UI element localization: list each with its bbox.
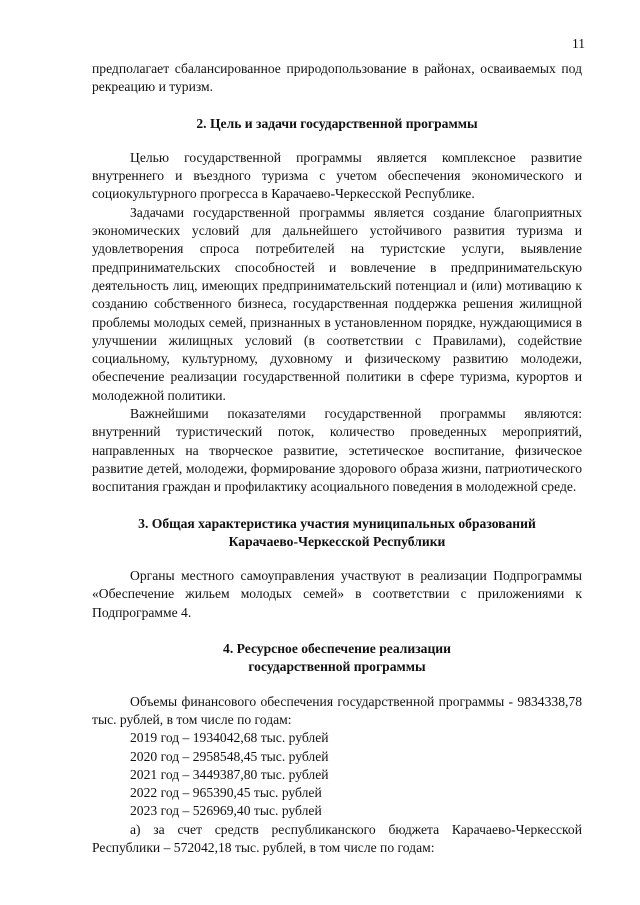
document-body bbox=[92, 60, 582, 857]
section-3-title-line1: 3. Общая характеристика участия муниципальных образований bbox=[138, 515, 536, 531]
section-4-title-line1: 4. Ресурсное обеспечение реализации bbox=[223, 641, 451, 657]
section-2-title: 2. Цель и задачи государственной программы bbox=[196, 115, 478, 131]
section-3-paragraph: Органы местного самоуправления участвуют в реализации Подпрограммы «Обеспечение жильем молодых семей» в соответствии с приложениями к Подпрограмме 4. bbox=[92, 568, 582, 620]
funding-year-2021: 2021 год – 3449387,80 тыс. рублей bbox=[130, 766, 329, 782]
section-4-title bbox=[92, 640, 582, 677]
section-3-title-line2: Карачаево-Черкесской Республики bbox=[228, 533, 446, 549]
section-2-goal-paragraph: Целью государственной программы является комплексное развитие внутреннего и въездного туризма с учетом обеспечения экономического и социокультурного прогресса в Карачаево-Черкесской Республике. bbox=[92, 149, 582, 202]
intro-paragraph: предполагает сбалансированное природопользование в районах, осваиваемых под рекреацию и туризм. bbox=[92, 61, 582, 95]
section-3-title bbox=[92, 515, 582, 552]
section-4-funding-paragraph: Объемы финансового обеспечения государственной программы - 9834338,78 тыс. рублей, в том числе по годам: bbox=[92, 693, 582, 727]
funding-year-2023: 2023 год – 526969,40 тыс. рублей bbox=[130, 803, 322, 819]
section-4-republic-budget-paragraph: а) за счет средств республиканского бюджета Карачаево-Черкесской Республики – 572042,18 тыс. рублей, в том числе по годам: bbox=[92, 821, 582, 855]
section-2-tasks-paragraph: Задачами государственной программы является создание благоприятных экономических условий для дальнейшего устойчивого развития туризма и удовлетворения спроса потребителей на туристские услуги, выявление предпринимательских способностей и вовлечение в предпринимательскую деятельность лиц, имеющих предпринимательский потенциал и (или) мотивацию к созданию собственного бизнеса, государственная поддержка решения жилищной проблемы молодых семей, признанных в установленном порядке, нуждающимися в улучшении жилищных условий (в соответствии с Правилами), содействие социальному, культурному, духовному и физическому развитию молодежи, обеспечение реализации государственной политики в сфере туризма, курортов и молодежной политики. bbox=[92, 204, 582, 403]
page-number: 11 bbox=[572, 36, 585, 51]
section-4-title-line2: государственной программы bbox=[248, 659, 426, 675]
funding-year-2020: 2020 год – 2958548,45 тыс. рублей bbox=[130, 748, 329, 764]
funding-year-2022: 2022 год – 965390,45 тыс. рублей bbox=[130, 785, 322, 801]
section-2-indicators-paragraph: Важнейшими показателями государственной программы являются: внутренний туристический поток, количество проведенных мероприятий, направленных на творческое развитие, эстетическое воспитание, физическое развитие детей, молодежи, формирование здорового образа жизни, патриотического воспитания граждан и профилактику асоциального поведения в молодежной среде. bbox=[92, 406, 582, 495]
funding-year-2019: 2019 год – 1934042,68 тыс. рублей bbox=[130, 730, 329, 746]
